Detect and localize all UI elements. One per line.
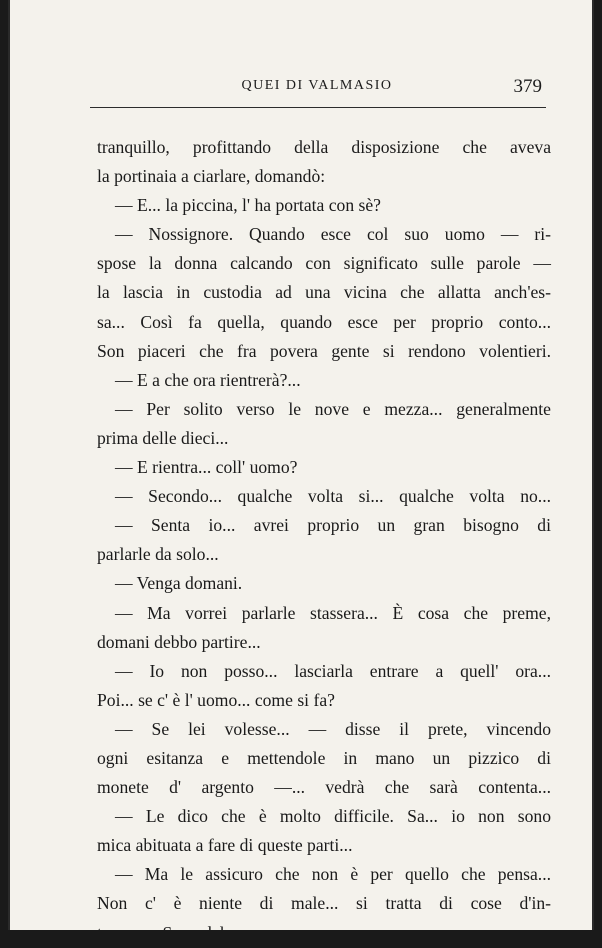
text-line: ogni esitanza e mettendole in mano un pizzico di: [97, 747, 551, 768]
text-line: parlarle da solo...: [97, 544, 219, 565]
text-line: la lascia in custodia ad una vicina che allatta anch'es-: [97, 282, 551, 303]
book-page: [8, 0, 594, 930]
text-line: tranquillo, profittando della disposizione che aveva: [97, 137, 551, 157]
text-line: Son piaceri che fra povera gente si rendono volentieri.: [97, 340, 551, 361]
text-line: — Io non posso... lasciarla entrare a quell' ora...: [115, 660, 551, 681]
text-line: — Se lei volesse... — disse il prete, vincendo: [115, 718, 551, 739]
text-line: — Senta io... avrei proprio un gran bisogno di: [115, 515, 551, 536]
text-line: — Le dico che è molto difficile. Sa... io non sono: [115, 806, 551, 827]
text-line: mica abituata a fare di queste parti...: [97, 835, 353, 856]
header-rule: [90, 107, 546, 108]
body-text: [97, 133, 551, 948]
text-line: Poi... se c' è l' uomo... come si fa?: [97, 689, 335, 710]
text-line: — Ma le assicuro che non è per quello che pensa...: [115, 864, 551, 885]
running-title: QUEI DI VALMASIO: [241, 78, 393, 93]
text-line: prima delle dieci...: [97, 427, 229, 448]
text-line: domani debbo partire...: [97, 631, 261, 652]
text-line: spose la donna calcando con significato sulle parole —: [97, 253, 551, 274]
text-line: — E... la piccina, l' ha portata con sè?: [115, 195, 381, 216]
text-line: — Nossignore. Quando esce col suo uomo — ri-: [115, 224, 551, 245]
text-line: — Secondo... qualche volta si... qualche volta no...: [115, 486, 551, 507]
text-line: la portinaia a ciarlare, domandò:: [97, 166, 326, 187]
page-header: [90, 76, 544, 104]
text-line: — E rientra... coll' uomo?: [115, 457, 298, 478]
scan-border: [0, 930, 602, 945]
text-line: sa... Così fa quella, quando esce per proprio conto...: [97, 311, 551, 332]
text-line: Non c' è niente di male... si tratta di cose d'in-: [97, 893, 551, 914]
text-line: — Venga domani.: [115, 573, 243, 594]
page-number: 379: [513, 76, 542, 97]
text-line: — E a che ora rientrerà?...: [115, 369, 301, 390]
text-line: — Ma vorrei parlarle stassera... È cosa che preme,: [115, 602, 551, 623]
text-line: monete d' argento —... vedrà che sarà contenta...: [97, 777, 551, 798]
text-line: — Per solito verso le nove e mezza... generalmente: [115, 398, 551, 419]
